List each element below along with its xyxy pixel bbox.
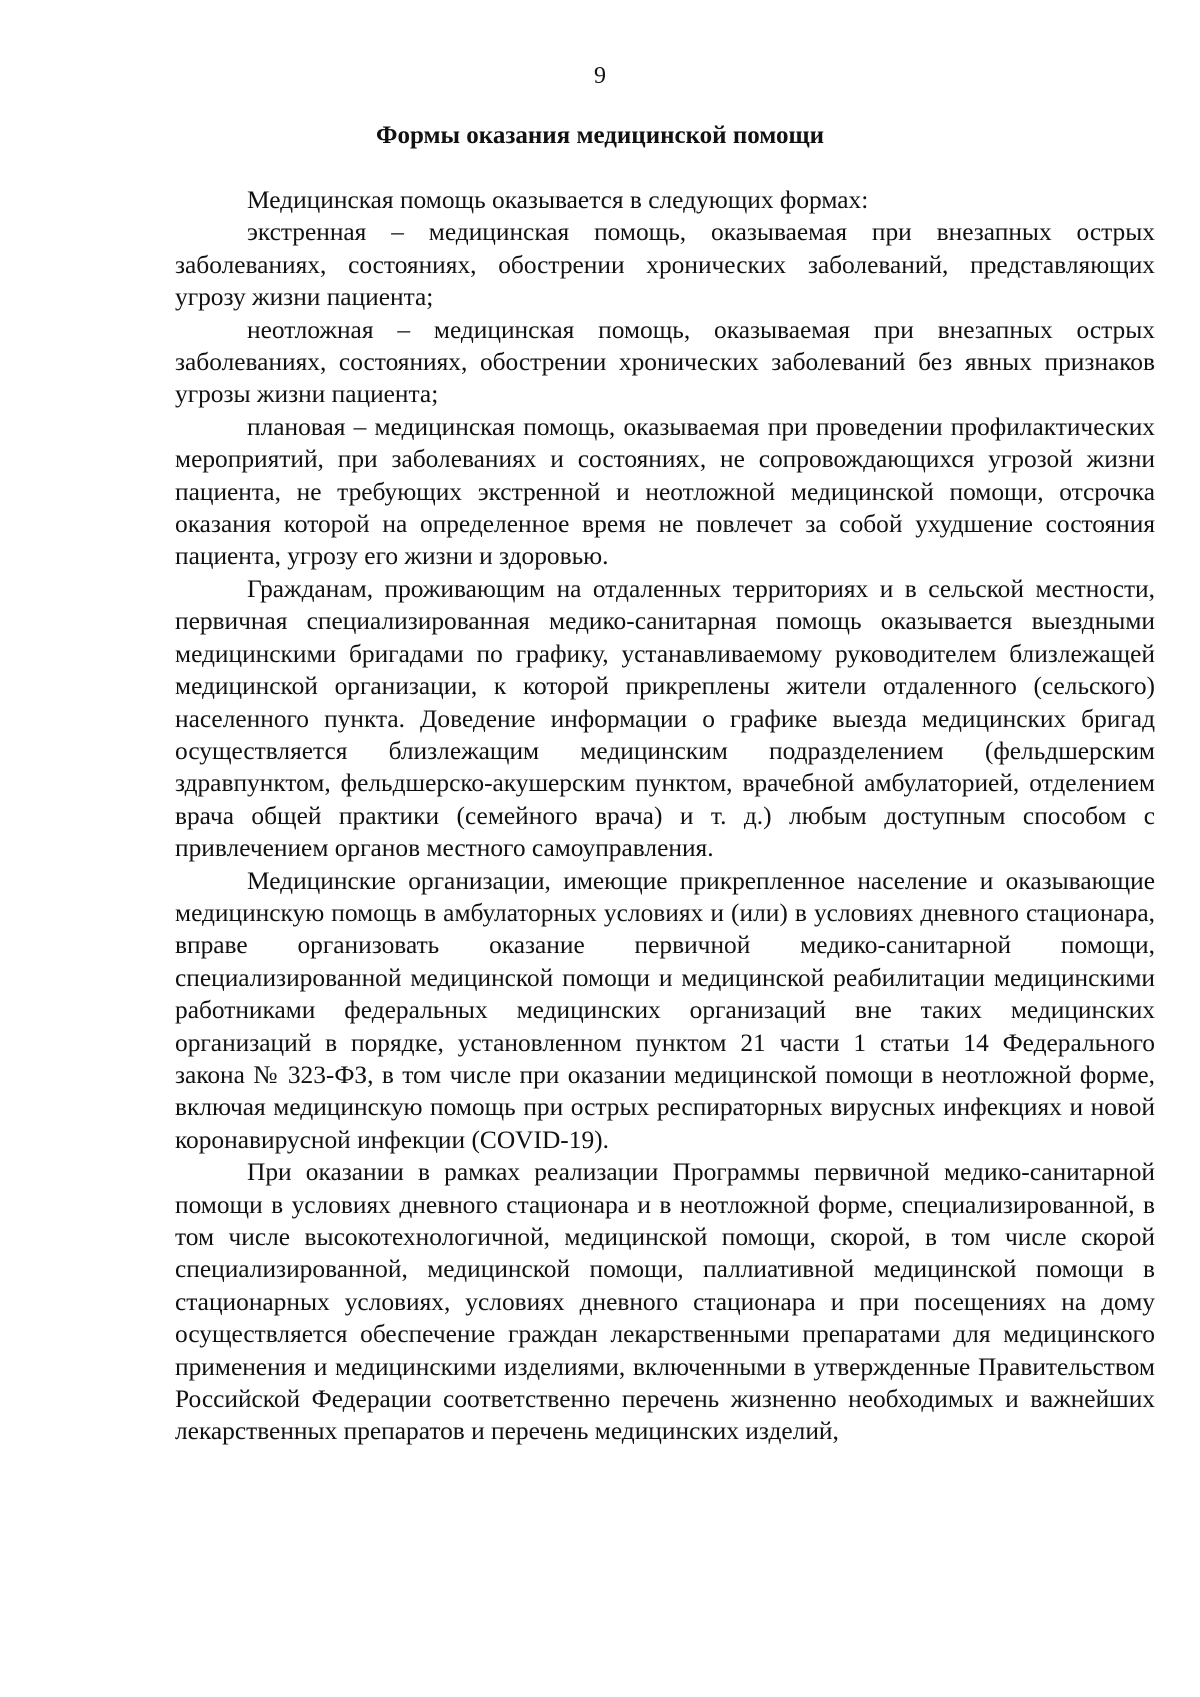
paragraph-drug-provision: При оказании в рамках реализации Программы первичной медико-санитарной помощи в условиях дневного стационара и в неотложной форме, специализированной, в том числе высокотехнологичной, медицинской помощи, скорой, в том числе скорой специализированной, медицинской помощи, паллиативной медицинской помощи в стационарных условиях, условиях дневного стационара и при посещениях на дому осуществляется обеспечение граждан лекарственными препаратами для медицинского применения и медицинскими изделиями, включенными в утвержденные Правительством Российской Федерации соответственно перечень жизненно необходимых и важнейших лекарственных препаратов и перечень медицинских изделий, — [175, 1158, 1155, 1446]
paragraph-emergency-form: экстренная – медицинская помощь, оказываемая при внезапных острых заболеваниях, состояниях, обострении хронических заболеваний, представляющих угрозу жизни пациента; — [175, 218, 1155, 312]
paragraph-urgent-form: неотложная – медицинская помощь, оказываемая при внезапных острых заболеваниях, состояниях, обострении хронических заболеваний без явных признаков угрозы жизни пациента; — [175, 315, 1155, 409]
document-body — [175, 184, 1155, 1448]
page-number: 9 — [594, 63, 606, 89]
paragraph-planned-form: плановая – медицинская помощь, оказываемая при проведении профилактических мероприятий, при заболеваниях и состояниях, не сопровождающихся угрозой жизни пациента, не требующих экстренной и неотложной медицинской помощи, отсрочка оказания которой на определенное время не повлечет за собой ухудшение состояния пациента, угрозу его жизни и здоровью. — [175, 412, 1155, 571]
section-title: Формы оказания медицинской помощи — [376, 122, 824, 149]
paragraph-remote-territories: Гражданам, проживающим на отдаленных территориях и в сельской местности, первичная специализированная медико-санитарная помощь оказывается выездными медицинскими бригадами по графику, устанавливаемому руководителем близлежащей медицинской организации, к которой прикреплены жители отдаленного (сельского) населенного пункта. Доведение информации о графике выезда медицинских бригад осуществляется близлежащим медицинским подразделением (фельдшерским здравпунктом, фельдшерско-акушерским пунктом, врачебной амбулаторией, отделением врача общей практики (семейного врача) и т. д.) любым доступным способом с привлечением органов местного самоуправления. — [175, 574, 1155, 863]
paragraph-medical-organizations: Медицинские организации, имеющие прикрепленное население и оказывающие медицинскую помощь в амбулаторных условиях и (или) в условиях дневного стационара, вправе организовать оказание первичной медико-санитарной помощи, специализированной медицинской помощи и медицинской реабилитации медицинскими работниками федеральных медицинских организаций вне таких медицинских организаций в порядке, установленном пунктом 21 части 1 статьи 14 Федерального закона № 323-ФЗ, в том числе при оказании медицинской помощи в неотложной форме, включая медицинскую помощь при острых респираторных вирусных инфекциях и новой коронавирусной инфекции (COVID-19). — [175, 866, 1155, 1154]
paragraph-intro: Медицинская помощь оказывается в следующих формах: — [247, 186, 869, 214]
